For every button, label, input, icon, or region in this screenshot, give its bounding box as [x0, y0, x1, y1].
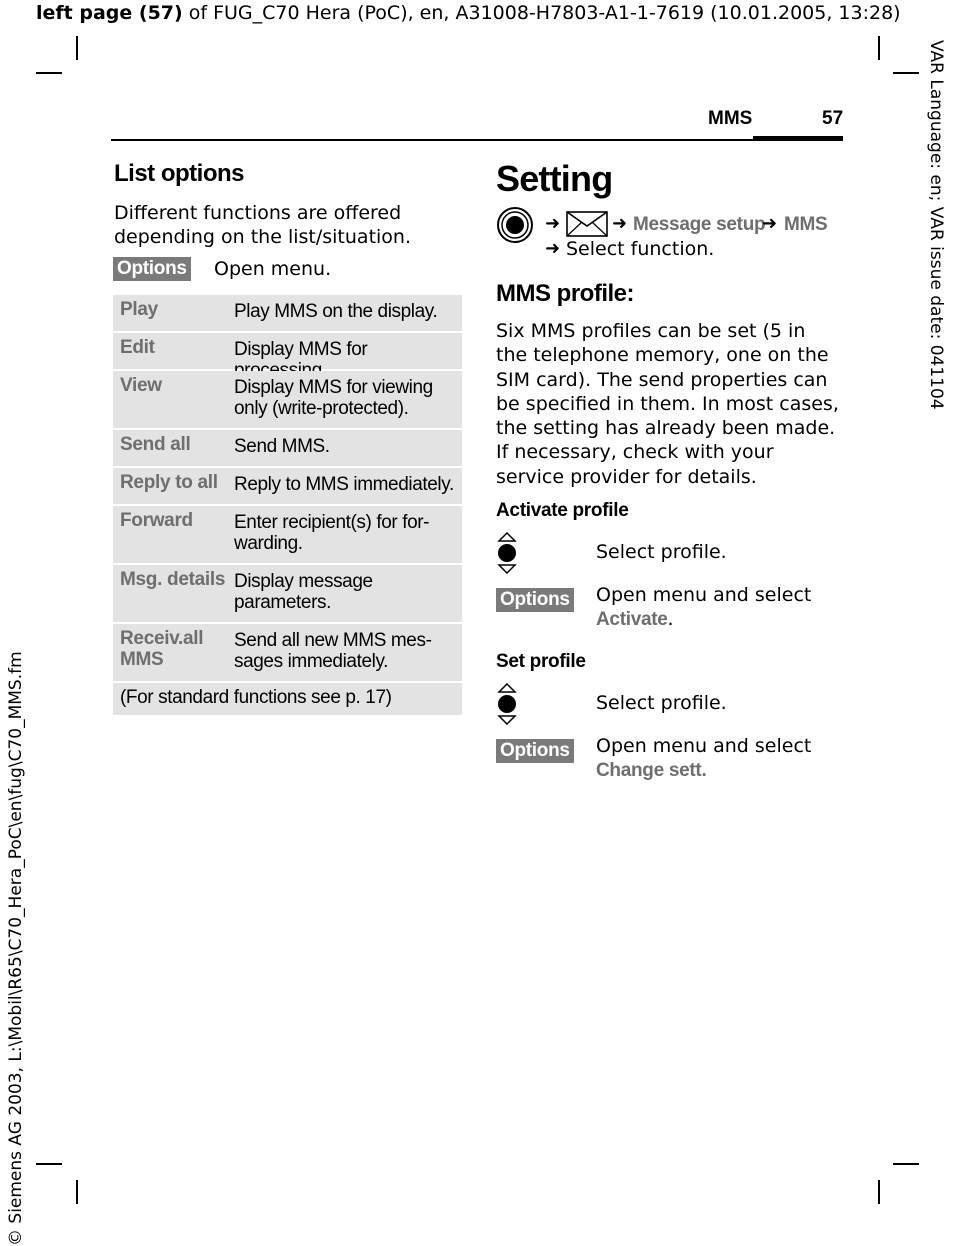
crop-mark: [76, 36, 78, 60]
table-row: [113, 506, 462, 563]
table-row: [113, 565, 462, 622]
header-prefix: left page (57): [36, 2, 183, 24]
crop-mark: [878, 1180, 880, 1204]
arrow-icon: ➜: [545, 238, 561, 259]
list-options-intro: Different functions are offered depending on the list/situation.: [114, 202, 412, 249]
activate-options-softkey: Options: [496, 588, 574, 612]
table-row-key: Forward: [120, 510, 193, 531]
table-footnote: (For standard functions see p. 17): [120, 687, 392, 708]
table-row-key: Reply to all: [120, 472, 218, 493]
table-row-key: Play: [120, 299, 158, 320]
setting-title: Setting: [496, 158, 613, 199]
table-row: [113, 468, 462, 504]
activate-menu-target: Activate: [596, 609, 668, 631]
table-row-key: Edit: [120, 337, 155, 358]
envelope-icon: [566, 211, 608, 237]
arrow-icon: ➜: [612, 213, 628, 234]
table-row-value: Reply to MMS immediately.: [234, 474, 454, 495]
crop-mark: [893, 1163, 919, 1165]
table-row-key: Msg. details: [120, 569, 226, 590]
set-softkey-text: [596, 734, 842, 784]
path-step-message-setup: Message setup: [633, 214, 766, 235]
mms-profile-title: MMS profile:: [496, 280, 634, 307]
table-row-key: View: [120, 375, 162, 396]
set-menu-target: Change sett.: [596, 760, 707, 782]
list-options-title: List options: [114, 160, 244, 187]
table-row-value: Display MMS for viewing only (write-protected).: [234, 377, 433, 419]
table-row: [113, 371, 462, 428]
table-row: [113, 333, 462, 369]
table-row: [113, 295, 462, 331]
options-softkey-text: Open menu.: [214, 258, 332, 280]
side-text-copyright: © Siemens AG 2003, L:\Mobil\R65\C70_Hera_PoC\en\fug\C70_MMS.fm: [6, 651, 26, 1246]
table-row-value: Enter recipient(s) for for-warding.: [234, 512, 430, 554]
activate-nav-text: Select profile.: [596, 541, 727, 563]
activate-softkey-text: [596, 583, 842, 633]
crop-mark: [893, 72, 919, 74]
side-text-language: VAR Language: en; VAR issue date: 041104: [926, 40, 946, 410]
options-softkey: Options: [113, 257, 191, 281]
navigation-key-icon: [496, 532, 518, 574]
header-rule: [111, 139, 843, 141]
table-row-value: Send all new MMS mes-sages immediately.: [234, 630, 432, 672]
header-rest: of FUG_C70 Hera (PoC), en, A31008-H7803-A1-1-7619 (10.01.2005, 13:28): [182, 2, 901, 24]
table-row-value: Display message parameters.: [234, 571, 373, 613]
activate-suffix: .: [667, 608, 674, 631]
header-rule-accent: [753, 136, 843, 141]
running-head-section: MMS: [708, 108, 753, 129]
table-row-value: Play MMS on the display.: [234, 301, 438, 322]
arrow-icon: ➜: [545, 213, 561, 234]
crop-mark: [36, 1163, 62, 1165]
activate-profile-title: Activate profile: [496, 500, 629, 521]
set-options-softkey: Options: [496, 739, 574, 763]
joystick-press-icon: [496, 206, 534, 244]
table-row-value: Display MMS for: [234, 339, 368, 360]
set-softkey-label: Open menu and select: [596, 735, 812, 757]
navigation-key-icon: [496, 683, 518, 725]
table-footnote-row: [113, 683, 462, 715]
activate-softkey-label: Open menu and select: [596, 584, 812, 606]
table-row: [113, 624, 462, 681]
set-profile-title: Set profile: [496, 651, 586, 672]
arrow-icon: ➜: [762, 213, 778, 234]
path-step-mms: MMS: [784, 214, 828, 235]
crop-mark: [878, 36, 880, 60]
table-row-key: Send all: [120, 434, 191, 455]
running-head-page: 57: [822, 108, 844, 129]
table-row-key: Receiv.all MMS: [120, 628, 204, 670]
path-step-select-function: Select function.: [566, 238, 715, 260]
table-row-value: Send MMS.: [234, 436, 330, 457]
crop-mark: [76, 1180, 78, 1204]
crop-mark: [36, 72, 62, 74]
mms-profile-text: Six MMS profiles can be set (5 in the telephone memory, one on the SIM card). The send properties can be specified in them. In most cases, the setting has already been made. If necessary, check with your service provider for details.: [496, 320, 839, 488]
table-row: [113, 430, 462, 466]
set-nav-text: Select profile.: [596, 692, 727, 714]
page-header-line: [36, 2, 901, 24]
